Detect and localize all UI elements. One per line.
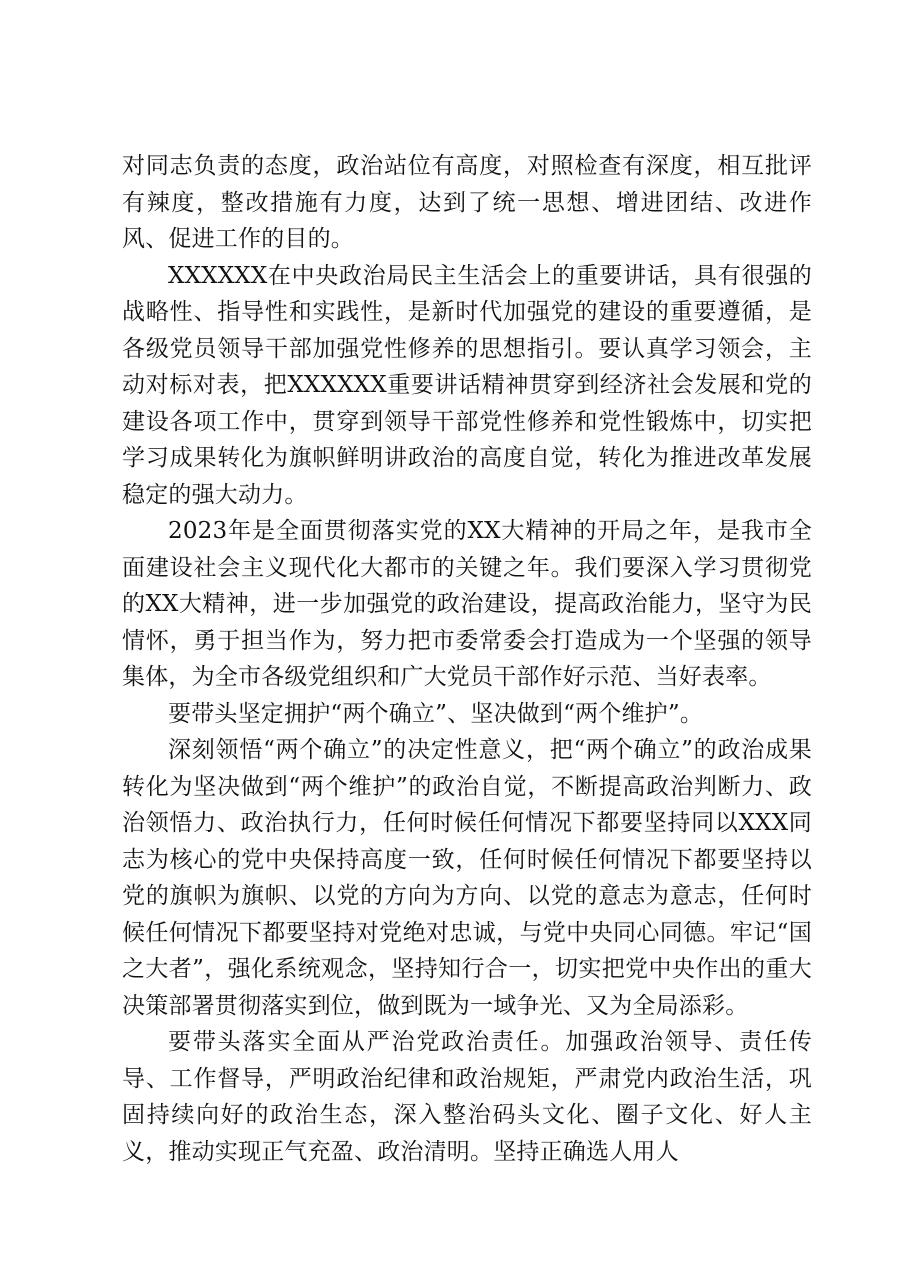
paragraph-2: XXXXXX在中央政治局民主生活会上的重要讲话，具有很强的战略性、指导性和实践性，是新时代加强党的建设的重要遵循，是各级党员领导干部加强党性修养的思想指引。要认真学习领会，主动对标对表，把XXXXXX重要讲话精神贯穿到经济社会发展和党的建设各项工作中，贯穿到领导干部党性修养和党性锻炼中，切实把学习成果转化为旗帜鲜明讲政治的高度自觉，转化为推进改革发展稳定的强大动力。 bbox=[122, 262, 812, 508]
paragraph-1: 对同志负责的态度，政治站位有高度，对照检查有深度，相互批评有辣度，整改措施有力度，达到了统一思想、增进团结、改进作风、促进工作的目的。 bbox=[122, 153, 812, 252]
paragraph-4: 要带头坚定拥护“两个确立”、坚决做到“两个维护”。 bbox=[168, 700, 704, 727]
paragraph-3: 2023年是全面贯彻落实党的XX大精神的开局之年，是我市全面建设社会主义现代化大都市的关键之年。我们要深入学习贯彻党的XX大精神，进一步加强党的政治建设，提高政治能力，坚守为民情怀，勇于担当作为，努力把市委常委会打造成为一个坚强的领导集体，为全市各级党组织和广大党员干部作好示范、当好表率。 bbox=[122, 518, 812, 690]
paragraph-5: 深刻领悟“两个确立”的决定性意义，把“两个确立”的政治成果转化为坚决做到“两个维护”的政治自觉，不断提高政治判断力、政治领悟力、政治执行力，任何时候任何情况下都要坚持同以XXX同志为核心的党中央保持高度一致，任何时候任何情况下都要坚持以党的旗帜为旗帜、以党的方向为方向、以党的意志为意志，任何时候任何情况下都要坚持对党绝对忠诚，与党中央同心同德。牢记“国之大者”，强化系统观念，坚持知行合一，切实把党中央作出的重大决策部署贯彻落实到位，做到既为一域争光、又为全局添彩。 bbox=[122, 737, 812, 1019]
paragraph-6: 要带头落实全面从严治党政治责任。加强政治领导、责任传导、工作督导，严明政治纪律和政治规矩，严肃党内政治生活，巩固持续向好的政治生态，深入整治码头文化、圈子文化、好人主义，推动实现正气充盈、政治清明。坚持正确选人用人 bbox=[122, 1029, 812, 1165]
document-body bbox=[122, 148, 812, 1170]
